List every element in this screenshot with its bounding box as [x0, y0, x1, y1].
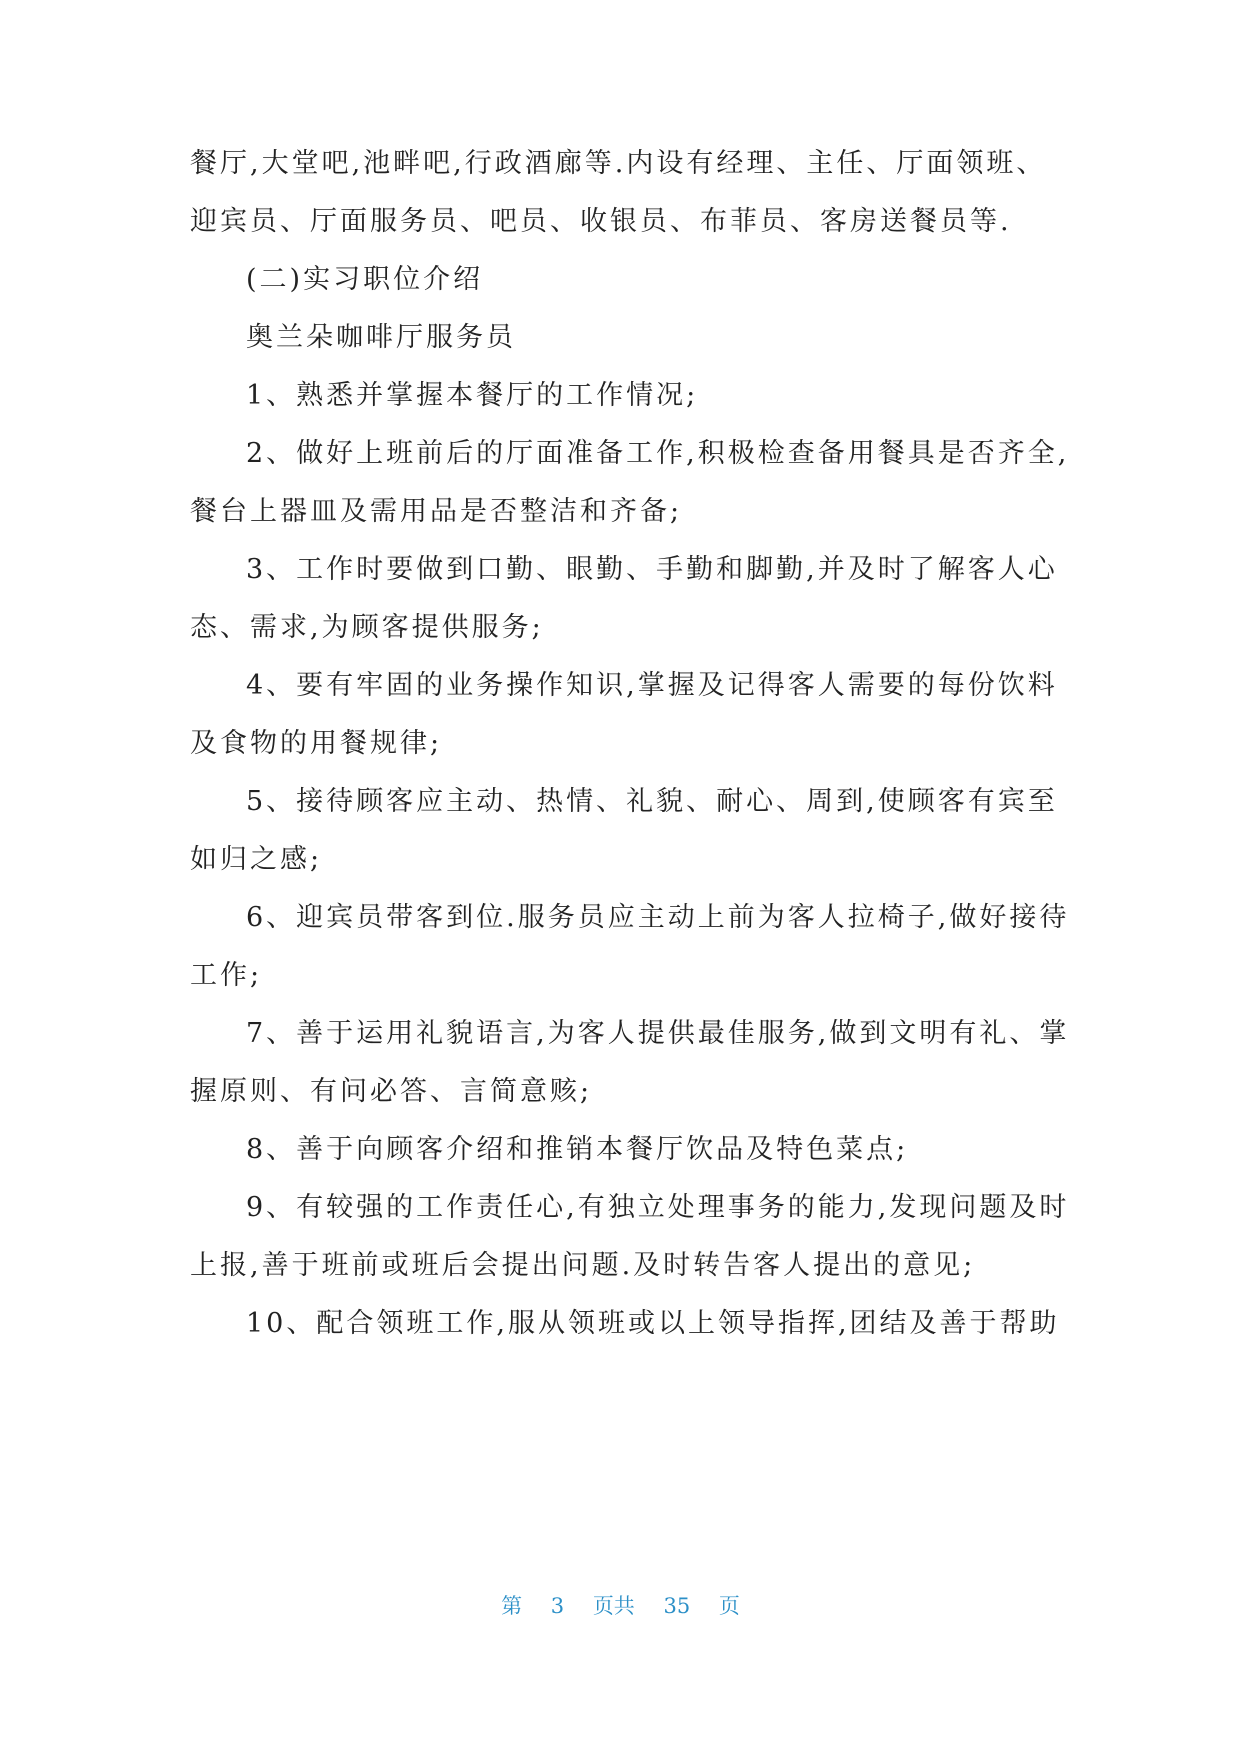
footer-middle: 页共 — [592, 1594, 635, 1618]
list-item: 7、善于运用礼貌语言,为客人提供最佳服务,做到文明有礼、掌 — [246, 1018, 1070, 1049]
list-item: 1、熟悉并掌握本餐厅的工作情况; — [246, 380, 699, 411]
footer-page-number: 3 — [550, 1594, 565, 1618]
footer-suffix: 页 — [718, 1594, 740, 1618]
text-line: 餐台上器皿及需用品是否整洁和齐备; — [190, 496, 683, 527]
text-line: 如归之感; — [190, 844, 323, 875]
list-item: 3、工作时要做到口勤、眼勤、手勤和脚勤,并及时了解客人心 — [246, 554, 1058, 585]
page-footer — [0, 1590, 1241, 1622]
job-title: 奥兰朵咖啡厅服务员 — [246, 322, 516, 353]
text-line: 及食物的用餐规律; — [190, 728, 443, 759]
section-heading: (二)实习职位介绍 — [246, 264, 484, 295]
footer-total-pages: 35 — [663, 1594, 691, 1618]
text-line: 迎宾员、厅面服务员、吧员、收银员、布菲员、客房送餐员等. — [190, 206, 1012, 237]
text-line: 餐厅,大堂吧,池畔吧,行政酒廊等.内设有经理、主任、厅面领班、 — [190, 148, 1047, 179]
list-item: 2、做好上班前后的厅面准备工作,积极检查备用餐具是否齐全, — [246, 438, 1070, 469]
text-line: 工作; — [190, 960, 263, 991]
list-item: 6、迎宾员带客到位.服务员应主动上前为客人拉椅子,做好接待 — [246, 902, 1070, 933]
text-line: 态、需求,为顾客提供服务; — [190, 612, 544, 643]
list-item: 5、接待顾客应主动、热情、礼貌、耐心、周到,使顾客有宾至 — [246, 786, 1058, 817]
list-item: 10、配合领班工作,服从领班或以上领导指挥,团结及善于帮助 — [246, 1308, 1060, 1339]
text-line: 上报,善于班前或班后会提出问题.及时转告客人提出的意见; — [190, 1250, 976, 1281]
footer-prefix: 第 — [501, 1594, 523, 1618]
list-item: 4、要有牢固的业务操作知识,掌握及记得客人需要的每份饮料 — [246, 670, 1058, 701]
list-item: 9、有较强的工作责任心,有独立处理事务的能力,发现问题及时 — [246, 1192, 1070, 1223]
list-item: 8、善于向顾客介绍和推销本餐厅饮品及特色菜点; — [246, 1134, 909, 1165]
text-line: 握原则、有问必答、言简意赅; — [190, 1076, 593, 1107]
